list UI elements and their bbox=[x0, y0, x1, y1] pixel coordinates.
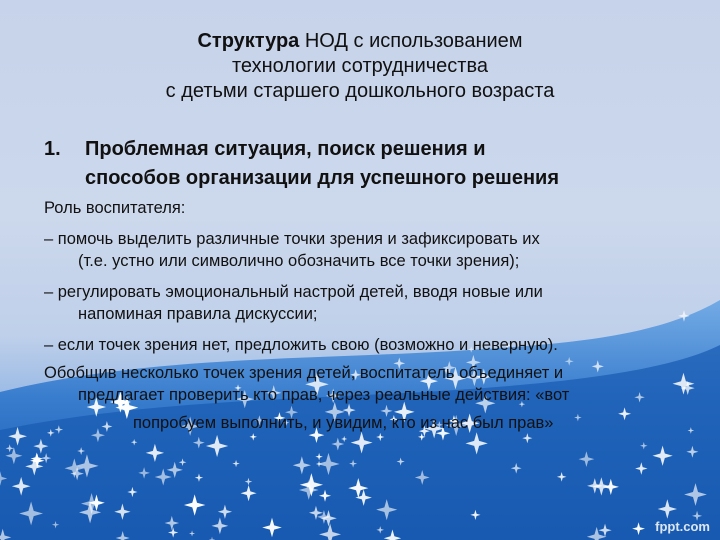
watermark: fppt.com bbox=[655, 519, 710, 534]
summary-line-2: предлагает проверить кто прав, через реальные действия: «вот bbox=[78, 386, 570, 404]
summary-paragraph bbox=[44, 362, 684, 434]
title-line-3: с детьми старшего дошкольного возраста bbox=[165, 80, 555, 102]
point-1 bbox=[44, 228, 684, 272]
slide-title bbox=[60, 29, 660, 104]
point-2 bbox=[44, 281, 684, 325]
point-3-line-1: – если точек зрения нет, предложить свою (возможно и неверную). bbox=[44, 336, 558, 354]
summary-line-3: попробуем выполнить, и увидим, кто из нас был прав» bbox=[133, 414, 554, 432]
role-label-text: Роль воспитателя: bbox=[44, 199, 186, 217]
point-1-line-1: – помочь выделить различные точки зрения и зафиксировать их bbox=[44, 230, 540, 248]
item-number: 1. bbox=[44, 138, 61, 160]
item-heading-line-2: способов организации для успешного решения bbox=[85, 167, 559, 189]
point-2-line-1: – регулировать эмоциональный настрой детей, вводя новые или bbox=[44, 283, 543, 301]
role-label bbox=[44, 197, 684, 219]
point-1-line-2: (т.е. устно или символично обозначить все точки зрения); bbox=[78, 252, 520, 270]
point-2-line-2: напоминая правила дискуссии; bbox=[78, 305, 318, 323]
item-heading-line-1: Проблемная ситуация, поиск решения и bbox=[85, 138, 486, 160]
title-line-2: технологии сотрудничества bbox=[232, 55, 488, 77]
title-rest: НОД с использованием bbox=[299, 30, 523, 52]
point-3 bbox=[44, 334, 684, 356]
summary-line-1: Обобщив несколько точек зрения детей, воспитатель объединяет и bbox=[44, 364, 564, 382]
title-keyword: Структура bbox=[197, 30, 300, 52]
